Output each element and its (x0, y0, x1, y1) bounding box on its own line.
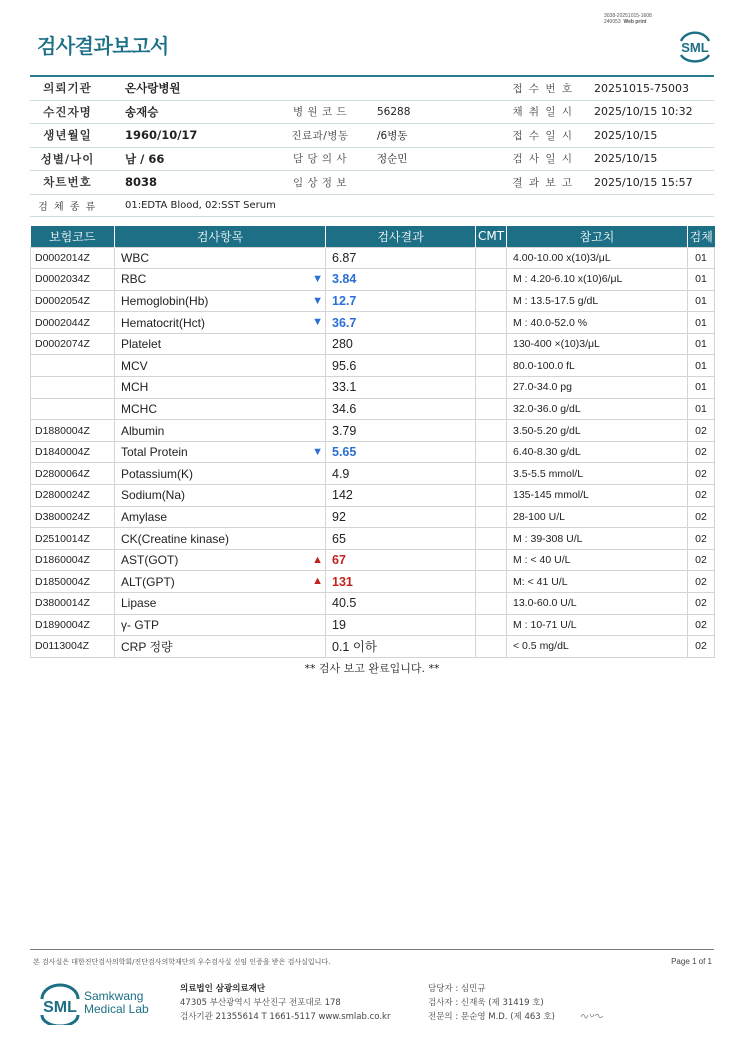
insurance-code: D0002014Z (31, 247, 115, 269)
specimen-code: 02 (688, 593, 715, 615)
info-row (30, 148, 714, 172)
result-row (31, 420, 715, 442)
reference-range: 80.0-100.0 fL (507, 355, 688, 377)
info-value: 정순민 (377, 153, 408, 166)
result-row (31, 485, 715, 507)
cmt-value (476, 333, 507, 355)
low-flag-icon: ▼ (312, 273, 323, 286)
contact-line: 검사기관 21355614 T 1661-5117 www.smlab.co.kr (180, 1012, 391, 1022)
reference-range: 3.5-5.5 mmol/L (507, 463, 688, 485)
logo-text: SML (681, 40, 709, 55)
test-name (115, 333, 326, 355)
result-row (31, 571, 715, 593)
specimen-code: 01 (688, 247, 715, 269)
test-name-text: Sodium(Na) (121, 488, 186, 503)
page-title: 검사결과보고서 (37, 34, 169, 58)
specimen-code: 02 (688, 506, 715, 528)
result-row (31, 636, 715, 658)
insurance-code: D0002054Z (31, 290, 115, 312)
insurance-code: D1860004Z (31, 549, 115, 571)
info-value: 온사랑병원 (125, 81, 181, 96)
test-name (115, 398, 326, 420)
insurance-code: D3800014Z (31, 593, 115, 615)
insurance-code: D1880004Z (31, 420, 115, 442)
info-row-specimen (30, 195, 714, 217)
specimen-code: 02 (688, 549, 715, 571)
info-row (30, 124, 714, 148)
info-label: 결 과 보 고 (512, 176, 574, 189)
test-name (115, 636, 326, 658)
test-name (115, 485, 326, 507)
logo-text: SML (43, 999, 77, 1016)
test-name (115, 312, 326, 334)
specimen-code: 01 (688, 312, 715, 334)
info-label: 임 상 정 보 (292, 176, 348, 189)
result-value: 19 (326, 614, 476, 636)
cmt-value (476, 377, 507, 399)
reference-range: 27.0-34.0 pg (507, 377, 688, 399)
insurance-code: D1890004Z (31, 614, 115, 636)
test-name-text: Albumin (121, 423, 165, 438)
info-label: 생년월일 (43, 128, 92, 143)
reference-range: 28-100 U/L (507, 506, 688, 528)
result-row (31, 247, 715, 269)
info-label: 접 수 일 시 (512, 129, 574, 142)
test-name-text: RBC (121, 272, 147, 287)
test-name-text: MCH (121, 380, 149, 395)
test-name-text: CK(Creatine kinase) (121, 531, 230, 546)
specimen-code: 02 (688, 420, 715, 442)
results-table (30, 226, 715, 658)
reference-range: M : 40.0-52.0 % (507, 312, 688, 334)
print-code (604, 13, 652, 25)
test-name (115, 614, 326, 636)
test-name-text: CRP 정량 (121, 639, 173, 654)
specimen-code: 01 (688, 398, 715, 420)
result-row (31, 290, 715, 312)
reference-range: < 0.5 mg/dL (507, 636, 688, 658)
test-name (115, 549, 326, 571)
specimen-value: 01:EDTA Blood, 02:SST Serum (125, 199, 276, 211)
specimen-code: 02 (688, 571, 715, 593)
result-value: 142 (326, 485, 476, 507)
info-value: 2025/10/15 10:32 (594, 105, 693, 119)
reference-range: M : 10-71 U/L (507, 614, 688, 636)
test-name-text: Hematocrit(Hct) (121, 315, 206, 330)
insurance-code (31, 398, 115, 420)
info-value: 20251015-75003 (594, 81, 689, 95)
test-name-text: Lipase (121, 596, 157, 611)
result-row (31, 441, 715, 463)
test-name-text: ALT(GPT) (121, 574, 175, 589)
info-label: 접 수 번 호 (512, 82, 574, 95)
test-name (115, 463, 326, 485)
info-value: 2025/10/15 (594, 152, 658, 166)
result-value: 36.7 (326, 312, 476, 334)
specimen-code: 01 (688, 377, 715, 399)
sml-logo-icon (37, 983, 83, 1025)
specimen-code: 01 (688, 269, 715, 291)
insurance-code: D2800024Z (31, 485, 115, 507)
insurance-code: D2800064Z (31, 463, 115, 485)
info-label: 담 당 의 사 (292, 153, 348, 166)
specimen-code: 02 (688, 614, 715, 636)
info-row (30, 171, 714, 195)
result-value: 280 (326, 333, 476, 355)
print-code-line1: 3038-20251015-1608 (604, 13, 652, 19)
result-row (31, 463, 715, 485)
cmt-value (476, 463, 507, 485)
cmt-value (476, 528, 507, 550)
brand-name (84, 990, 149, 1016)
specimen-code: 01 (688, 355, 715, 377)
certification-note: 본 검사실은 대한진단검사의학회/진단검사의학재단의 우수검사실 신임 인증을 받은 검사실입니다. (33, 958, 331, 966)
page-number: Page 1 of 1 (671, 957, 712, 966)
cmt-value (476, 614, 507, 636)
info-label: 검 사 일 시 (512, 153, 574, 166)
test-name-text: MCV (121, 358, 148, 373)
test-name-text: Hemoglobin(Hb) (121, 293, 209, 308)
result-value: 5.65 (326, 441, 476, 463)
print-code-line2: 240053 (604, 19, 621, 25)
footer-divider (30, 949, 714, 950)
test-name (115, 290, 326, 312)
insurance-code (31, 355, 115, 377)
specimen-code: 02 (688, 636, 715, 658)
web-print-label: Web print (623, 19, 647, 25)
reference-range: 13.0-60.0 U/L (507, 593, 688, 615)
result-row (31, 528, 715, 550)
test-name-text: γ- GTP (121, 617, 159, 632)
header-specimen: 검체 (688, 226, 715, 247)
result-value: 0.1 이하 (326, 636, 476, 658)
specimen-code: 02 (688, 528, 715, 550)
result-value: 34.6 (326, 398, 476, 420)
reference-range: M: < 41 U/L (507, 571, 688, 593)
reference-range: M : < 40 U/L (507, 549, 688, 571)
test-name (115, 355, 326, 377)
cmt-value (476, 636, 507, 658)
result-row (31, 312, 715, 334)
result-value: 3.79 (326, 420, 476, 442)
cmt-value (476, 269, 507, 291)
result-value: 95.6 (326, 355, 476, 377)
info-value: 8038 (125, 175, 158, 190)
reference-range: M : 4.20-6.10 x(10)6/μL (507, 269, 688, 291)
test-name (115, 247, 326, 269)
test-name (115, 420, 326, 442)
result-row (31, 506, 715, 528)
info-value: 56288 (377, 105, 411, 118)
header-cmt: CMT (476, 226, 507, 247)
test-name (115, 571, 326, 593)
test-name (115, 528, 326, 550)
reference-range: 3.50-5.20 g/dL (507, 420, 688, 442)
reference-range: M : 39-308 U/L (507, 528, 688, 550)
test-name-text: Amylase (121, 509, 168, 524)
header-test-item: 검사항목 (115, 226, 326, 247)
low-flag-icon: ▼ (312, 294, 323, 307)
insurance-code: D0002044Z (31, 312, 115, 334)
test-name-text: MCHC (121, 401, 157, 416)
insurance-code: D1850004Z (31, 571, 115, 593)
staff-specialist: 전문의 : 문순영 M.D. (제 463 호) (428, 1012, 555, 1022)
info-label: 차트번호 (43, 175, 92, 190)
reference-range: M : 13.5-17.5 g/dL (507, 290, 688, 312)
insurance-code: D0002034Z (31, 269, 115, 291)
result-row (31, 593, 715, 615)
info-value: 2025/10/15 15:57 (594, 175, 693, 189)
cmt-value (476, 355, 507, 377)
result-row (31, 333, 715, 355)
address-line: 47305 부산광역시 부산진구 전포대로 178 (180, 998, 341, 1008)
info-label: 병 원 코 드 (292, 106, 348, 119)
test-name-text: Potassium(K) (121, 466, 194, 481)
header-result: 검사결과 (326, 226, 476, 247)
test-name-text: WBC (121, 250, 149, 265)
test-name (115, 593, 326, 615)
lab-address-block (180, 982, 390, 1024)
signature-icon (580, 1011, 604, 1021)
insurance-code: D1840004Z (31, 441, 115, 463)
info-label: 진료과/병동 (291, 129, 349, 142)
org-name: 의료법인 삼광의료재단 (180, 984, 266, 994)
insurance-code: D0002074Z (31, 333, 115, 355)
result-row (31, 398, 715, 420)
result-value: 65 (326, 528, 476, 550)
insurance-code: D0113004Z (31, 636, 115, 658)
cmt-value (476, 290, 507, 312)
result-row (31, 549, 715, 571)
info-value: 2025/10/15 (594, 128, 658, 142)
cmt-value (476, 549, 507, 571)
result-row (31, 269, 715, 291)
result-row (31, 377, 715, 399)
cmt-value (476, 420, 507, 442)
cmt-value (476, 593, 507, 615)
high-flag-icon: ▲ (312, 553, 323, 566)
result-value: 131 (326, 571, 476, 593)
patient-info-table (30, 75, 714, 217)
specimen-code: 02 (688, 485, 715, 507)
cmt-value (476, 571, 507, 593)
info-value: 송재승 (125, 104, 159, 119)
specimen-code: 02 (688, 441, 715, 463)
cmt-value (476, 506, 507, 528)
info-label: 수진자명 (43, 104, 92, 119)
result-value: 12.7 (326, 290, 476, 312)
result-value: 3.84 (326, 269, 476, 291)
sml-logo-icon (676, 27, 714, 63)
cmt-value (476, 247, 507, 269)
result-value: 4.9 (326, 463, 476, 485)
insurance-code (31, 377, 115, 399)
high-flag-icon: ▲ (312, 575, 323, 588)
cmt-value (476, 485, 507, 507)
result-value: 33.1 (326, 377, 476, 399)
reference-range: 130-400 ×(10)3/μL (507, 333, 688, 355)
low-flag-icon: ▼ (312, 445, 323, 458)
brand-line1: Samkwang (84, 989, 144, 1003)
reference-range: 4.00-10.00 x(10)3/μL (507, 247, 688, 269)
result-value: 67 (326, 549, 476, 571)
test-name-text: Total Protein (121, 445, 188, 460)
info-row (30, 77, 714, 101)
staff-block (428, 982, 555, 1024)
result-row (31, 355, 715, 377)
info-value: 남 / 66 (125, 151, 165, 166)
info-label: 의뢰기관 (43, 81, 92, 96)
test-name (115, 269, 326, 291)
result-row (31, 614, 715, 636)
specimen-code: 02 (688, 463, 715, 485)
test-name-text: AST(GOT) (121, 553, 179, 568)
test-name-text: Platelet (121, 337, 162, 352)
reference-range: 32.0-36.0 g/dL (507, 398, 688, 420)
result-value: 6.87 (326, 247, 476, 269)
staff-manager: 담당자 : 심민규 (428, 984, 486, 994)
test-name (115, 506, 326, 528)
cmt-value (476, 312, 507, 334)
info-row (30, 101, 714, 125)
header-reference: 참고치 (507, 226, 688, 247)
info-value: 1960/10/17 (125, 128, 198, 143)
cmt-value (476, 398, 507, 420)
test-name (115, 441, 326, 463)
results-header-row (31, 226, 715, 247)
info-label: 성별/나이 (40, 151, 95, 166)
header-insurance-code: 보험코드 (31, 226, 115, 247)
result-value: 40.5 (326, 593, 476, 615)
insurance-code: D3800024Z (31, 506, 115, 528)
report-complete-message: ** 검사 보고 완료입니다. ** (304, 662, 440, 675)
specimen-label: 검 체 종 류 (38, 201, 97, 213)
info-value: /6병동 (377, 129, 408, 142)
insurance-code: D2510014Z (31, 528, 115, 550)
cmt-value (476, 441, 507, 463)
low-flag-icon: ▼ (312, 316, 323, 329)
result-value: 92 (326, 506, 476, 528)
staff-tester: 검사자 : 신재욱 (제 31419 호) (428, 998, 544, 1008)
specimen-code: 01 (688, 333, 715, 355)
test-name (115, 377, 326, 399)
reference-range: 135-145 mmol/L (507, 485, 688, 507)
reference-range: 6.40-8.30 g/dL (507, 441, 688, 463)
info-label: 채 취 일 시 (512, 106, 574, 119)
brand-line2: Medical Lab (84, 1002, 149, 1016)
specimen-code: 01 (688, 290, 715, 312)
